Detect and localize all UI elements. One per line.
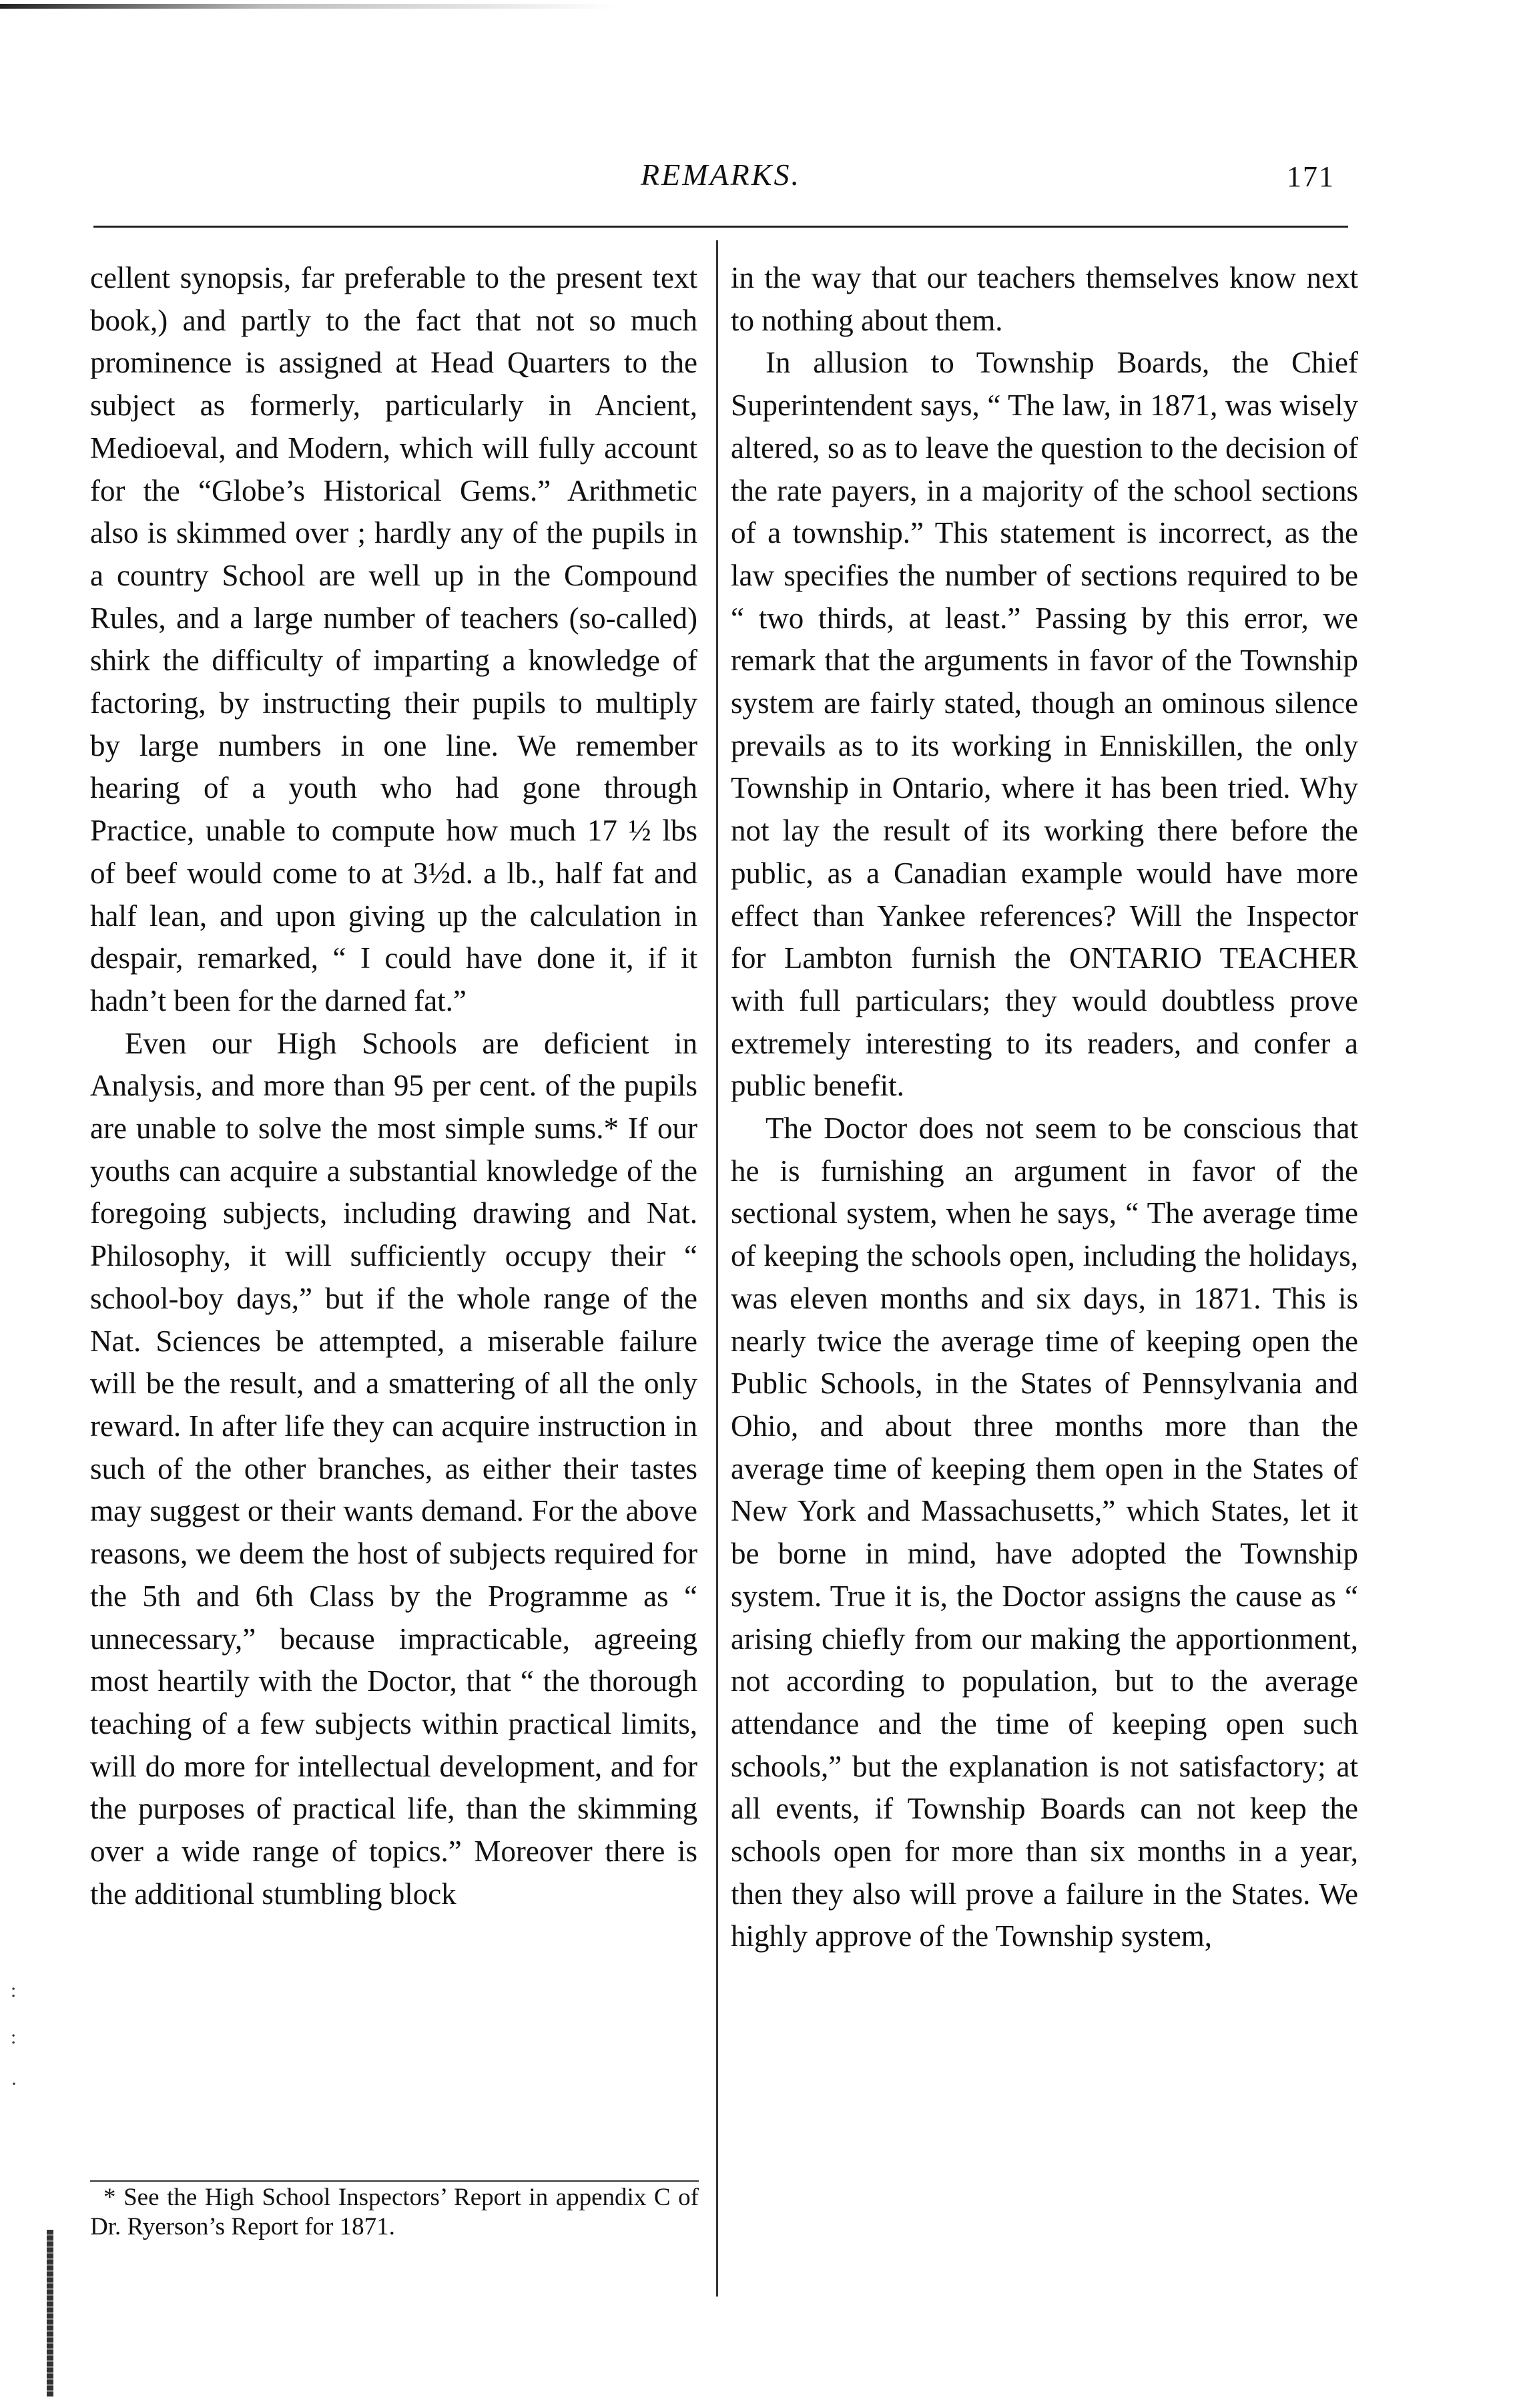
- margin-mark: :: [11, 1979, 17, 2001]
- footnote-rule: [90, 2180, 699, 2182]
- left-paragraph-2: Even our High Schools are deficient in Analysis, and more than 95 per cent. of the pupils are unable to solve the most simple sums.* If our youths can acquire a substantial knowledge of the foregoing subjects, including drawing and Nat. Philosophy, it will sufficiently occupy their “ school-boy days,” but if the whole range of the Nat. Sciences be attempted, a miserable failure will be the result, and a smattering of all the only reward. In after life they can acquire instruction in such of the other branches, as either their tastes may suggest or their wants demand. For the above reasons, we deem the host of subjects required for the 5th and 6th Class by the Programme as “ unnecessary,” because impracticable, agreeing most heartily with the Doctor, that “ the thorough teaching of a few subjects within practical limits, will do more for intellectual development, and for the purposes of practical life, than the skimming over a wide range of topics.” Moreover there is the additional stumbling block: [90, 1026, 697, 1911]
- page-number: 171: [1287, 160, 1335, 193]
- footnote-text: * See the High School Inspectors’ Report in appendix C of Dr. Ryerson’s Report for 1871.: [90, 2184, 699, 2240]
- right-paragraph-1: in the way that our teachers themselves know next to nothing about them.: [731, 261, 1358, 337]
- left-paragraph-1: cellent synopsis, far preferable to the present text book,) and partly to the fact that not so much prominence is assigned at Head Quarters to the subject as formerly, particularly in Ancient, Medioeval, and Modern, which will fully account for the “Globe’s Historical Gems.” Arithmetic also is skimmed over ; hardly any of the pupils in a country School are well up in the Compound Rules, and a large number of teachers (so-called) shirk the difficulty of imparting a knowledge of factoring, by instructing their pupils to multiply by large numbers in one line. We remember hearing of a youth who had gone through Practice, unable to compute how much 17 ½ lbs of beef would come to at 3½d. a lb., half fat and half lean, and upon giving up the calculation in despair, remarked, “ I could have done it, if it hadn’t been for the darned fat.”: [90, 261, 697, 1017]
- right-paragraph-3: The Doctor does not seem to be conscious that he is furnishing an argument in favor of the sectional system, when he says, “ The average time of keeping the schools open, including the holidays, was eleven months and six days, in 1871. This is nearly twice the average time of keeping open the Public Schools, in the States of Pennsylvania and Ohio, and about three months more than the average time of keeping them open in the States of New York and Massachusetts,” which States, let it be borne in mind, have adopted the Township system. True it is, the Doctor assigns the cause as “ arising chiefly from our making the apportionment, not according to population, but to the average attendance and the time of keeping open such schools,” but the explanation is not satisfactory; at all events, if Township Boards can not keep the schools open for more than six months in a year, then they also will prove a failure in the States. We highly approve of the Township system,: [731, 1112, 1358, 1953]
- margin-mark: :: [11, 2026, 17, 2048]
- page-header: [93, 157, 1348, 197]
- scan-streak: [0, 4, 881, 9]
- left-column: [90, 257, 697, 1915]
- margin-mark: ·: [11, 2073, 17, 2095]
- binding-edge: [47, 2230, 53, 2397]
- header-rule: [93, 226, 1348, 228]
- footnote: [90, 2183, 699, 2242]
- column-divider: [716, 240, 718, 2297]
- right-paragraph-2: In allusion to Township Boards, the Chief Superintendent says, “ The law, in 1871, was wisely altered, so as to leave the question to the decision of the rate payers, in a majority of the school sections of a township.” This statement is incorrect, as the law specifies the number of sections required to be “ two thirds, at least.” Passing by this error, we remark that the arguments in favor of the Township system are fairly stated, though an ominous silence prevails as to its working in Enniskillen, the only Township in Ontario, where it has been tried. Why not lay the result of its working there before the public, as a Canadian example would have more effect than Yankee references? Will the Inspector for Lambton furnish the ONTARIO TEACHER with full particulars; they would doubtless prove extremely interesting to its readers, and confer a public benefit.: [731, 346, 1358, 1103]
- running-head: REMARKS.: [641, 158, 801, 192]
- right-column: [731, 257, 1358, 1958]
